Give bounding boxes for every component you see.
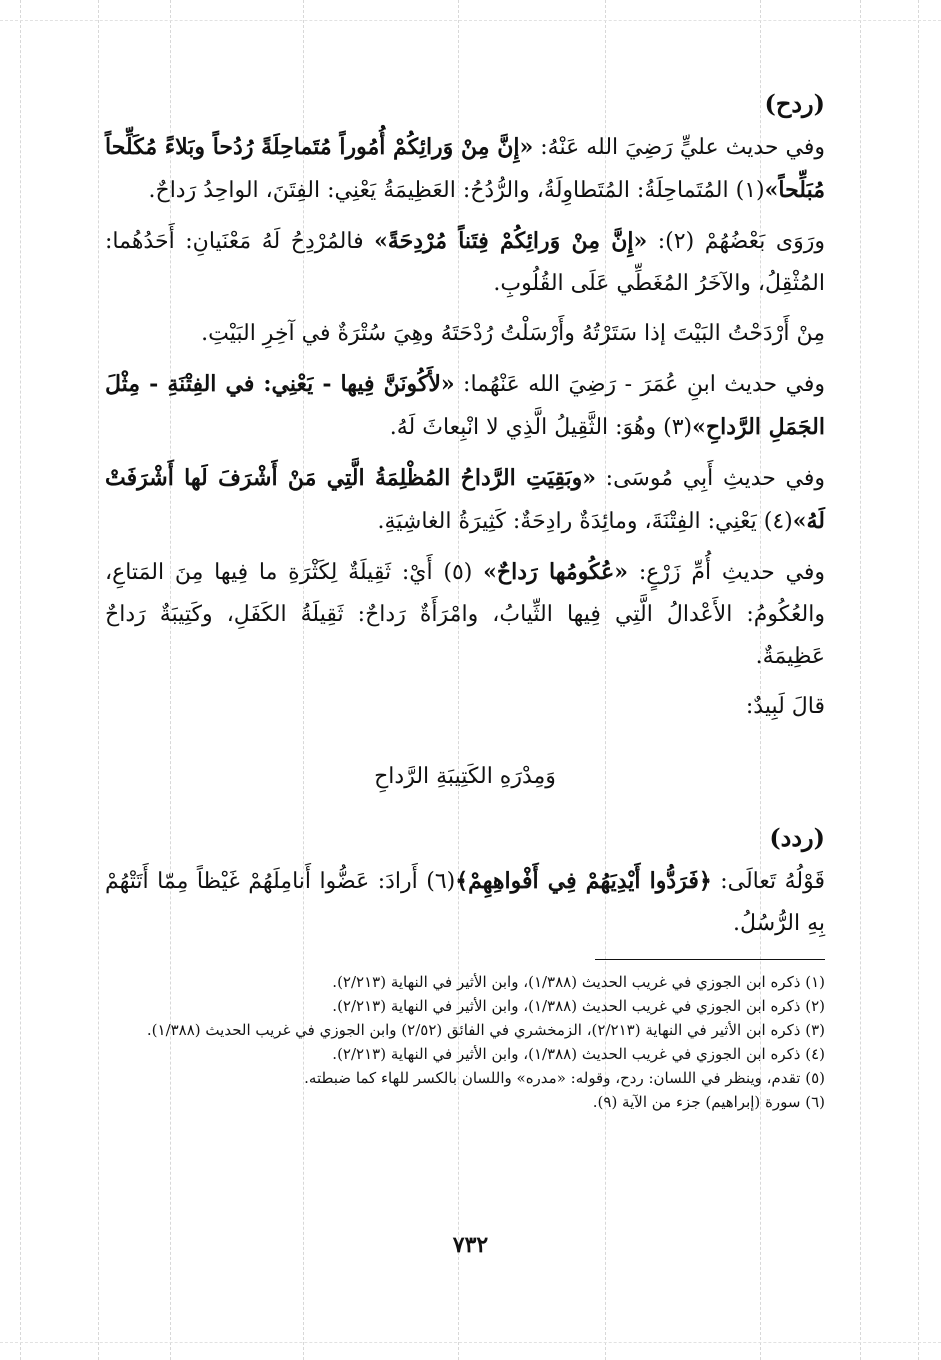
footnote-6: (٦) سورة (إبراهيم) جزء من الآية (٩). [592,1093,825,1111]
page-body [105,88,825,1114]
paragraph-text: (٣) وهُوَ: الثَّقِيلُ الَّذِي لا انْبِعاثَ لَهُ. [389,415,693,440]
footnote-2: (٢) ذكره ابن الجوزي في غريب الحديث (١/٣٨٨)، وابن الأثير في النهاية (٢/٢١٣). [332,997,825,1015]
paragraph-text: وفي حديث عليٍّ رَضِيَ الله عَنْهُ: [533,135,825,160]
guide-line [0,20,941,21]
paragraph-text: وفي حديث ابنِ عُمَرَ - رَضِيَ الله عَنْهُما: [454,372,825,397]
footnote-3: (٣) ذكره ابن الأثير في النهاية (٢/٢١٣)، الزمخشري في الفائق (٢/٥٢) وابن الجوزي في غريب الحديث (١/٣٨٨). [146,1021,825,1039]
hadith-quote: «إِنَّ مِنْ وَرائِكُمْ أُمُوراً مُتَماحِلَةً رُدُحاً وبَلاءً مُكَلِّحاً مُبَلِّحاً» [105,134,825,203]
footnote-5: (٥) تقدم، وينظر في اللسان: ردح، وقوله: «مدره» واللسان بالكسر للهاء كما ضبطته. [304,1069,825,1087]
guide-line [20,0,21,1360]
hadith-quote: «لأَكُونَنَّ فِيها - يَعْنِي: في الفِتْنَةِ - مِثْلَ الجَمَلِ الرَّداحِ» [105,371,825,440]
paragraph-ali-hadith [105,126,825,212]
paragraph-text: قَوْلُهُ تَعالَى: [711,869,825,894]
paragraph-quran-verse [105,860,825,945]
paragraph-text: (٥) أَيْ: ثَقِيلَةٌ لِكَثْرَةِ ما فِيها مِنَ المَتاعِ، والعُكُومُ: الأَعْدالُ الَّتِي فِيها الثِّيابُ، وامْرَأَةٌ رَداحٌ: ثَقِيلَةُ الكَفَلِ، وكَتِيبَةٌ رَداحٌ عَظِيمَةٌ. [105,560,826,669]
paragraph-text: فالمُرْدِحُ لَهُ مَعْنَيانِ: أَحَدُهُما: المُثْقِلُ، والآخَرُ المُغَطِّي عَلَى القُلُوبِ. [105,229,825,296]
footnotes [105,970,825,1114]
paragraph-text: وفي حديثِ أَبِي مُوسَى: [595,466,826,491]
hadith-quote: «وبَقِيَتِ الرَّداحُ المُظْلِمَةُ الَّتِي مَنْ أَشْرَفَ لَها أَشْرَفَتْ لَهُ» [105,465,825,534]
guide-line [918,0,919,1360]
guide-line [0,1342,941,1343]
hadith-quote: «عُكُومُها رَداحٌ» [483,559,629,585]
paragraph-ibn-umar-hadith [105,363,825,449]
paragraph-umm-zar-hadith [105,551,825,678]
paragraph-text: وفي حديثِ أُمِّ زَرْعٍ: [628,560,825,585]
section-heading-radad: (ردد) [769,823,825,852]
guide-line [860,0,861,1360]
paragraph-another-narration [105,220,825,305]
page-number: ٧٣٢ [452,1232,489,1258]
paragraph-text: (٤) يَعْنِي: الفِتْنَةَ، ومائِدَةٌ رادِحَةٌ: كَثِيرَةُ الغاشِيَةِ. [377,509,793,534]
paragraph-ardaht: مِنْ أَرْدَحْتُ البَيْتَ إذا سَتَرْتُهُ وأَرْسَلْتُ رُدْحَتَهُ وهِيَ سُتْرَةٌ في آخِرِ البَيْتِ. [201,321,825,346]
poetry-verse: وَمِدْرَهِ الكَتِيبَةِ الرَّداحِ [374,764,556,789]
paragraph-text: (١) المُتَماحِلَةُ: المُتَطاوِلَةُ، والرُّدُحُ: العَظِيمَةُ يَعْنِي: الفِتَنَ، الواحِدُ رَداحٌ. [148,178,765,203]
quran-quote: ﴿فَرَدُّوا أَيْدِيَهُمْ فِي أَفْواهِهِمْ﴾ [455,868,712,894]
footnote-1: (١) ذكره ابن الجوزي في غريب الحديث (١/٣٨٨)، وابن الأثير في النهاية (٢/٢١٣). [332,973,825,991]
footnote-divider [595,959,825,960]
hadith-quote: «إِنَّ مِنْ وَرائِكُمْ فِتَناً مُرْدِحَةً» [374,228,648,254]
paragraph-abu-musa-hadith [105,457,825,543]
paragraph-text: (٦) أَرادَ: عَضُّوا أَنامِلَهُمْ غَيْظاً مِمّا أَتَتْهُمْ بِهِ الرُّسُلُ. [105,869,825,936]
paragraph-labid-intro: قالَ لَبِيدٌ: [745,694,825,719]
guide-line [98,0,99,1360]
footnote-4: (٤) ذكره ابن الجوزي في غريب الحديث (١/٣٨٨)، وابن الأثير في النهاية (٢/٢١٣). [332,1045,825,1063]
section-heading-radah: (ردح) [764,89,825,118]
paragraph-text: ورَوَى بَعْضُهُمْ (٢): [647,229,825,254]
